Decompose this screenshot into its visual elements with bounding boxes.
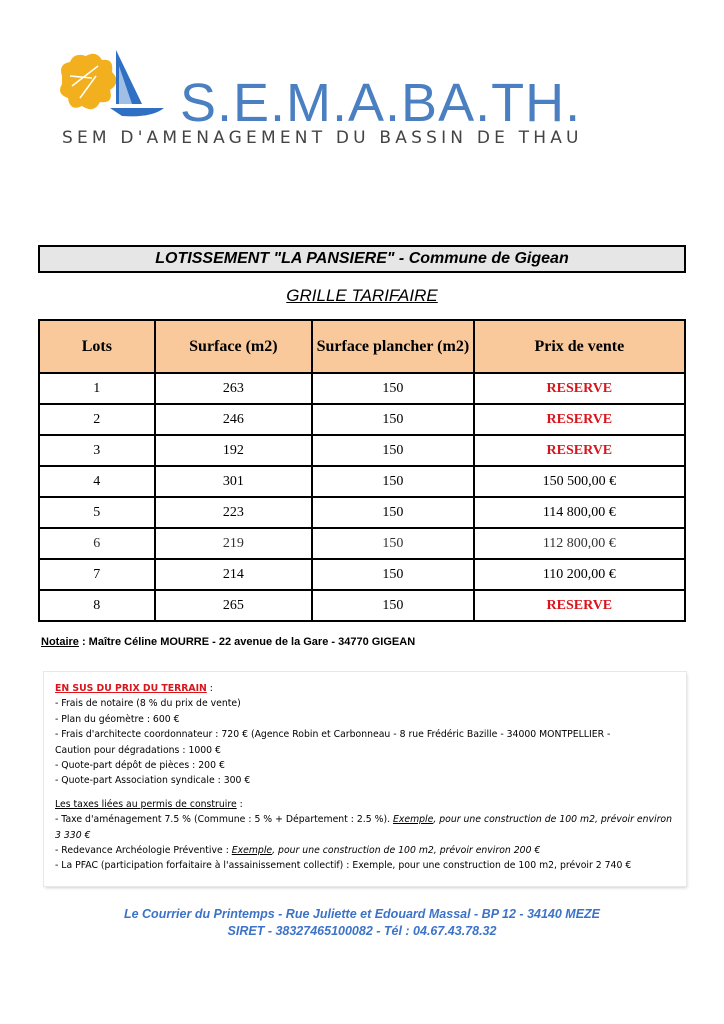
notaire-text: : Maître Céline MOURRE - 22 avenue de la Gare - 34770 GIGEAN: [78, 636, 416, 648]
extra-costs-box: [44, 672, 686, 886]
column-header-lots: Lots: [39, 320, 155, 373]
extras-line: Caution pour dégradations : 1000 €: [55, 744, 221, 756]
table-row: [39, 528, 685, 559]
cell-prix: 114 800,00 €: [474, 497, 685, 528]
cell-plancher: 150: [312, 590, 474, 621]
extras-heading-suffix: :: [206, 683, 213, 694]
cell-prix: 110 200,00 €: [474, 559, 685, 590]
cell-lot: 1: [39, 373, 155, 404]
taxes-heading: Les taxes liées au permis de construire: [55, 798, 237, 810]
cell-lot: 2: [39, 404, 155, 435]
cell-plancher: 150: [312, 559, 474, 590]
notaire-label: Notaire: [41, 636, 79, 648]
cell-surface: 265: [155, 590, 313, 621]
company-logo: [52, 46, 652, 156]
cell-lot: 3: [39, 435, 155, 466]
table-row: [39, 466, 685, 497]
cell-prix: RESERVE: [474, 435, 685, 466]
footer-siret: SIRET - 38327465100082 - Tél : 04.67.43.78.32: [227, 924, 497, 938]
tax-text: - Taxe d'aménagement 7.5 % (Commune : 5 % + Département : 2.5 %).: [55, 814, 393, 826]
tax-line: - La PFAC (participation forfaitaire à l'assainissement collectif) : Exemple, pour une construction de 100 m2, prévoir 2 740 €: [55, 860, 632, 872]
cell-lot: 8: [39, 590, 155, 621]
tax-line: [55, 812, 676, 843]
extras-line: - Frais de notaire (8 % du prix de vente): [55, 698, 241, 710]
extras-line: - Plan du géomètre : 600 €: [55, 713, 180, 725]
cell-lot: 4: [39, 466, 155, 497]
column-header-prix: Prix de vente: [474, 320, 685, 373]
tax-line: [55, 843, 676, 858]
tax-text: - Redevance Archéologie Préventive :: [55, 845, 232, 857]
cell-plancher: 150: [312, 466, 474, 497]
table-row: [39, 590, 685, 621]
table-header-row: [39, 320, 685, 373]
cell-surface: 192: [155, 435, 313, 466]
extras-line: - Frais d'architecte coordonnateur : 720 € (Agence Robin et Carbonneau - 8 rue Frédéric Bazille - 34000 MONTPELLIER -: [55, 729, 611, 741]
cell-surface: 223: [155, 497, 313, 528]
spacer: [55, 789, 676, 797]
cell-plancher: 150: [312, 528, 474, 559]
extras-heading: EN SUS DU PRIX DU TERRAIN: [55, 683, 207, 694]
cell-prix: 112 800,00 €: [474, 528, 685, 559]
table-row: [39, 559, 685, 590]
leaf-sail-logo-icon: [52, 46, 172, 126]
tax-example-text: , pour une construction de 100 m2, prévoir environ 3 330 €: [55, 814, 672, 841]
column-header-surface: Surface (m2): [155, 320, 313, 373]
brand-name: S.E.M.A.BA.TH.: [180, 73, 582, 133]
tax-example-label: Exemple: [231, 845, 273, 857]
cell-surface: 214: [155, 559, 313, 590]
extras-line: - Quote-part dépôt de pièces : 200 €: [55, 760, 225, 772]
taxes-heading-suffix: :: [236, 798, 243, 810]
cell-plancher: 150: [312, 435, 474, 466]
cell-surface: 219: [155, 528, 313, 559]
cell-surface: 301: [155, 466, 313, 497]
tax-example-text: , pour une construction de 100 m2, prévoir environ 200 €: [272, 845, 541, 857]
document-title: LOTISSEMENT "LA PANSIERE" - Commune de Gigean: [38, 245, 686, 273]
cell-prix: RESERVE: [474, 373, 685, 404]
cell-plancher: 150: [312, 373, 474, 404]
cell-lot: 7: [39, 559, 155, 590]
cell-surface: 263: [155, 373, 313, 404]
brand-subtitle: SEM D'AMENAGEMENT DU BASSIN DE THAU: [62, 128, 583, 148]
cell-lot: 5: [39, 497, 155, 528]
cell-prix: 150 500,00 €: [474, 466, 685, 497]
extras-heading-line: [55, 681, 676, 696]
notaire-line: [41, 636, 415, 648]
grid-title: GRILLE TARIFAIRE: [286, 286, 438, 305]
extras-line: - Quote-part Association syndicale : 300 €: [55, 775, 251, 787]
cell-plancher: 150: [312, 497, 474, 528]
cell-prix: RESERVE: [474, 404, 685, 435]
tax-example-label: Exemple: [392, 814, 434, 826]
column-header-surface-plancher: Surface plancher (m2): [312, 320, 474, 373]
table-row: [39, 373, 685, 404]
cell-surface: 246: [155, 404, 313, 435]
table-row: [39, 404, 685, 435]
cell-plancher: 150: [312, 404, 474, 435]
footer-address: Le Courrier du Printemps - Rue Juliette et Edouard Massal - BP 12 - 34140 MEZE: [123, 907, 601, 921]
taxes-heading-line: [55, 797, 676, 812]
cell-lot: 6: [39, 528, 155, 559]
table-row: [39, 497, 685, 528]
cell-prix: RESERVE: [474, 590, 685, 621]
table-row: [39, 435, 685, 466]
tariff-table: [38, 319, 686, 622]
